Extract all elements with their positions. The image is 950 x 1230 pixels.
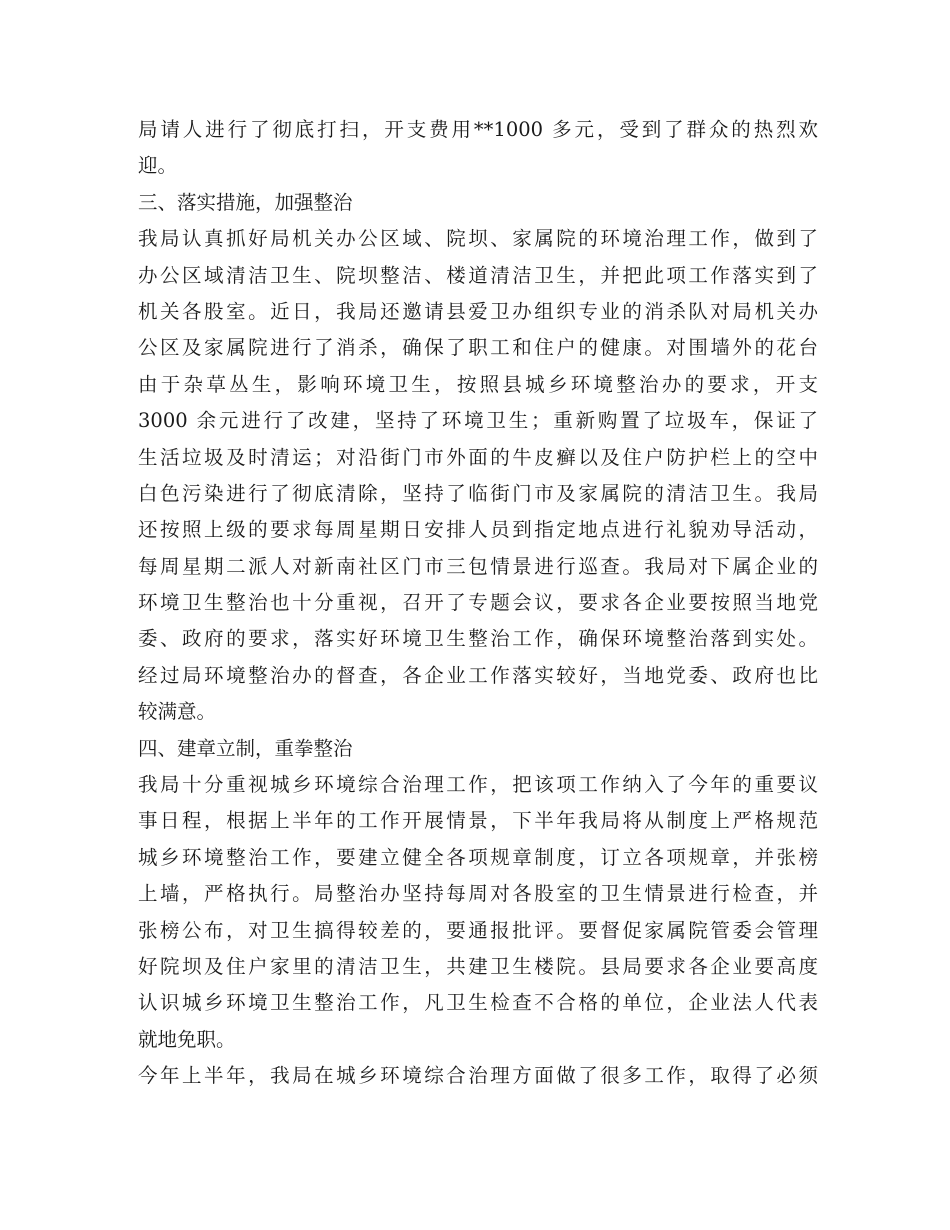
- paragraph-line: 认识城乡环境卫生整治工作，凡卫生检查不合格的单位，企业法人代表: [138, 991, 818, 1015]
- section-heading: 四、建章立制，重拳整治: [138, 736, 353, 760]
- paragraph-line: 迎。: [138, 154, 178, 178]
- paragraph-line: 城乡环境整治工作，要建立健全各项规章制度，订立各项规章，并张榜: [138, 845, 818, 869]
- paragraph-line: 由于杂草丛生，影响环境卫生，按照县城乡环境整治办的要求，开支: [138, 372, 818, 396]
- paragraph-line: 白色污染进行了彻底清除，坚持了临街门市及家属院的清洁卫生。我局: [138, 481, 818, 505]
- paragraph-line: 事日程，根据上半年的工作开展情景，下半年我局将从制度上严格规范: [138, 809, 818, 833]
- paragraph-line: 环境卫生整治也十分重视，召开了专题会议，要求各企业要按照当地党: [138, 591, 818, 615]
- paragraph-line: 上墙，严格执行。局整治办坚持每周对各股室的卫生情景进行检查，并: [138, 882, 818, 906]
- paragraph-line: 局请人进行了彻底打扫，开支费用**1000 多元，受到了群众的热烈欢: [138, 118, 818, 141]
- section-heading: 三、落实措施，加强整治: [138, 190, 353, 214]
- document-body: [138, 112, 818, 1095]
- paragraph-line: 好院坝及住户家里的清洁卫生，共建卫生楼院。县局要求各企业要高度: [138, 954, 818, 978]
- paragraph-line: 3000 余元进行了改建，坚持了环境卫生；重新购置了垃圾车，保证了: [138, 409, 818, 433]
- paragraph-line: 今年上半年，我局在城乡环境综合治理方面做了很多工作，取得了必须: [138, 1064, 818, 1088]
- paragraph-line: 就地免职。: [138, 1027, 236, 1051]
- paragraph-line: 每周星期二派人对新南社区门市三包情景进行巡查。我局对下属企业的: [138, 554, 818, 578]
- paragraph-line: 生活垃圾及时清运；对沿街门市外面的牛皮癣以及住户防护栏上的空中: [138, 445, 818, 469]
- paragraph-line: 我局十分重视城乡环境综合治理工作，把该项工作纳入了今年的重要议: [138, 773, 818, 797]
- paragraph-line: 我局认真抓好局机关办公区域、院坝、家属院的环境治理工作，做到了: [138, 227, 818, 251]
- paragraph-line: 较满意。: [138, 700, 217, 724]
- paragraph-line: 经过局环境整治办的督查，各企业工作落实较好，当地党委、政府也比: [138, 663, 818, 687]
- paragraph-line: 办公区域清洁卫生、院坝整洁、楼道清洁卫生，并把此项工作落实到了: [138, 263, 818, 287]
- paragraph-line: 委、政府的要求，落实好环境卫生整治工作，确保环境整治落到实处。: [138, 627, 818, 651]
- paragraph-line: 张榜公布，对卫生搞得较差的，要通报批评。要督促家属院管委会管理: [138, 918, 818, 942]
- paragraph-line: 机关各股室。近日，我局还邀请县爱卫办组织专业的消杀队对局机关办: [138, 299, 818, 323]
- paragraph-line: 公区及家属院进行了消杀，确保了职工和住户的健康。对围墙外的花台: [138, 336, 818, 360]
- paragraph-line: 还按照上级的要求每周星期日安排人员到指定地点进行礼貌劝导活动，: [138, 518, 818, 542]
